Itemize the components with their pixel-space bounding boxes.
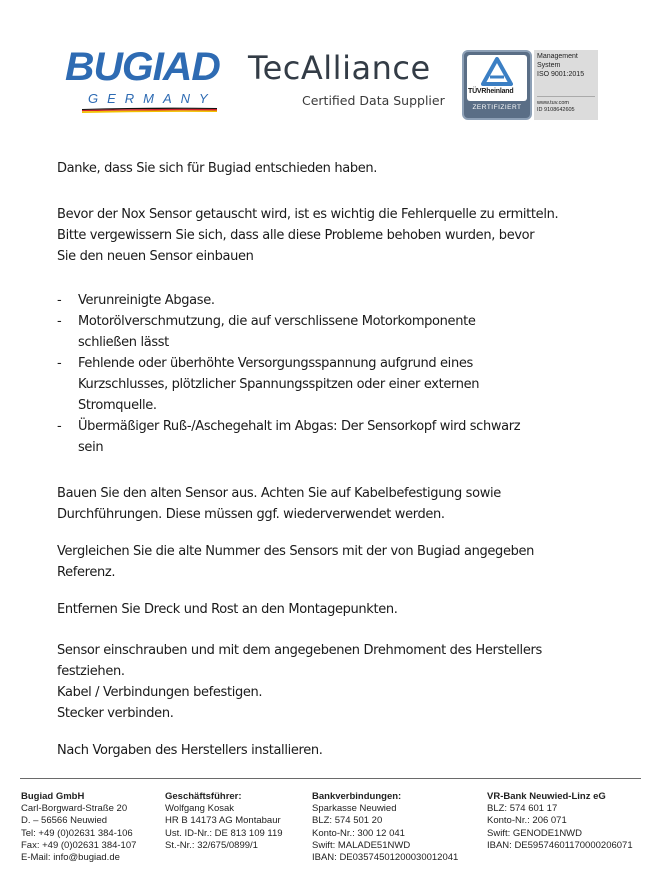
footer-company-title: Bugiad GmbH <box>21 791 85 802</box>
footer-line: Swift: MALADE51NWD <box>312 839 411 851</box>
tuv-info-panel <box>534 50 598 120</box>
footer-line: Konto-Nr.: 206 071 <box>487 815 567 827</box>
footer-line: Ust. ID-Nr.: DE 813 109 119 <box>165 827 283 839</box>
closing: Nach Vorgaben des Herstellers installieren. <box>57 743 323 758</box>
brand-name: BUGIAD <box>65 45 220 89</box>
footer-line: St.-Nr.: 32/675/0899/1 <box>165 839 258 851</box>
footer-line: BLZ: 574 501 20 <box>312 815 383 827</box>
footer-line: HR B 14173 AG Montabaur <box>165 815 281 827</box>
footer-line: IBAN: DE03574501200030012041 <box>312 852 459 864</box>
bullet-item: Übermäßiger Ruß-/Aschegehalt im Abgas: Der Sensorkopf wird schwarz <box>78 419 521 434</box>
step-compare: Referenz. <box>57 565 116 580</box>
footer-bank1-title: Bankverbindungen: <box>312 791 402 802</box>
bullet-item: Fehlende oder überhöhte Versorgungsspannung aufgrund eines <box>78 356 473 371</box>
divider <box>537 96 595 97</box>
tuv-org-name: TÜVRheinland <box>468 88 514 95</box>
bullet-marker: - <box>57 356 62 371</box>
tuv-standard: ISO 9001:2015 <box>537 71 585 78</box>
step-install: Stecker verbinden. <box>57 706 174 721</box>
step-install: festziehen. <box>57 664 125 679</box>
bullet-item: Verunreinigte Abgase. <box>78 293 215 308</box>
tuv-triangle-icon <box>481 57 513 87</box>
intro-line: Bevor der Nox Sensor getauscht wird, ist es wichtig die Fehlerquelle zu ermitteln. <box>57 207 559 222</box>
brand-subtitle: GERMANY <box>88 91 217 106</box>
footer-line: D. – 56566 Neuwied <box>21 815 108 827</box>
bugiad-logo <box>62 45 242 115</box>
intro-line: Sie den neuen Sensor einbauen <box>57 249 254 264</box>
step-install: Kabel / Verbindungen befestigen. <box>57 685 263 700</box>
footer-line: Swift: GENODE1NWD <box>487 827 583 839</box>
tuv-system-line2: System <box>537 61 561 69</box>
footer-management <box>165 791 283 852</box>
footer-line: Wolfgang Kosak <box>165 803 235 815</box>
footer-line: Fax: +49 (0)02631 384-107 <box>21 839 137 851</box>
footer-bank2 <box>487 791 633 852</box>
step-remove: Bauen Sie den alten Sensor aus. Achten Sie auf Kabelbefestigung sowie <box>57 486 501 501</box>
step-remove: Durchführungen. Diese müssen ggf. wiederverwendet werden. <box>57 507 445 522</box>
bullet-marker: - <box>57 419 62 434</box>
german-flag-swoosh-icon <box>82 107 217 113</box>
bullet-marker: - <box>57 293 62 308</box>
step-install: Sensor einschrauben und mit dem angegebenen Drehmoment des Herstellers <box>57 643 542 658</box>
tuv-badge-label: ZERTIFIZIERT <box>472 104 522 111</box>
tuv-system-line1: Management <box>537 53 578 60</box>
bullet-marker: - <box>57 314 62 329</box>
step-clean: Entfernen Sie Dreck und Rost an den Montagepunkten. <box>57 602 398 617</box>
footer-email[interactable]: E-Mail: info@bugiad.de <box>21 852 120 864</box>
greeting: Danke, dass Sie sich für Bugiad entschieden haben. <box>57 161 378 176</box>
tuv-certificate <box>462 50 598 120</box>
footer-line: Sparkasse Neuwied <box>312 803 397 815</box>
tecalliance-tagline: Certified Data Supplier <box>302 93 445 108</box>
footer-management-title: Geschäftsführer: <box>165 791 242 802</box>
tuv-badge <box>462 50 532 120</box>
footer-divider <box>20 778 641 779</box>
tuv-website: www.tuv.com <box>537 100 569 106</box>
footer-line: Carl-Borgward-Straße 20 <box>21 803 128 815</box>
footer-line: Konto-Nr.: 300 12 041 <box>312 827 405 839</box>
bullet-item-continued: Stromquelle. <box>78 398 157 413</box>
bullet-item-continued: schließen lässt <box>78 335 169 350</box>
step-compare: Vergleichen Sie die alte Nummer des Sensors mit der von Bugiad angegeben <box>57 544 535 559</box>
intro-line: Bitte vergewissern Sie sich, dass alle diese Probleme behoben wurden, bevor <box>57 228 535 243</box>
footer-line: BLZ: 574 601 17 <box>487 803 558 815</box>
bullet-item: Motorölverschmutzung, die auf verschlissene Motorkomponente <box>78 314 476 329</box>
footer-bank2-title: VR-Bank Neuwied-Linz eG <box>487 791 606 802</box>
tuv-id: ID 9108642605 <box>537 106 575 113</box>
footer-line: Tel: +49 (0)02631 384-106 <box>21 827 133 839</box>
footer-line: IBAN: DE59574601170000206071 <box>487 839 633 851</box>
bullet-item-continued: Kurzschlusses, plötzlicher Spannungsspitzen oder einer externen <box>78 377 480 392</box>
footer-bank1 <box>312 791 458 864</box>
tecalliance-logo: TecAlliance <box>248 49 431 87</box>
footer-company <box>21 791 136 864</box>
bullet-item-continued: sein <box>78 440 104 455</box>
